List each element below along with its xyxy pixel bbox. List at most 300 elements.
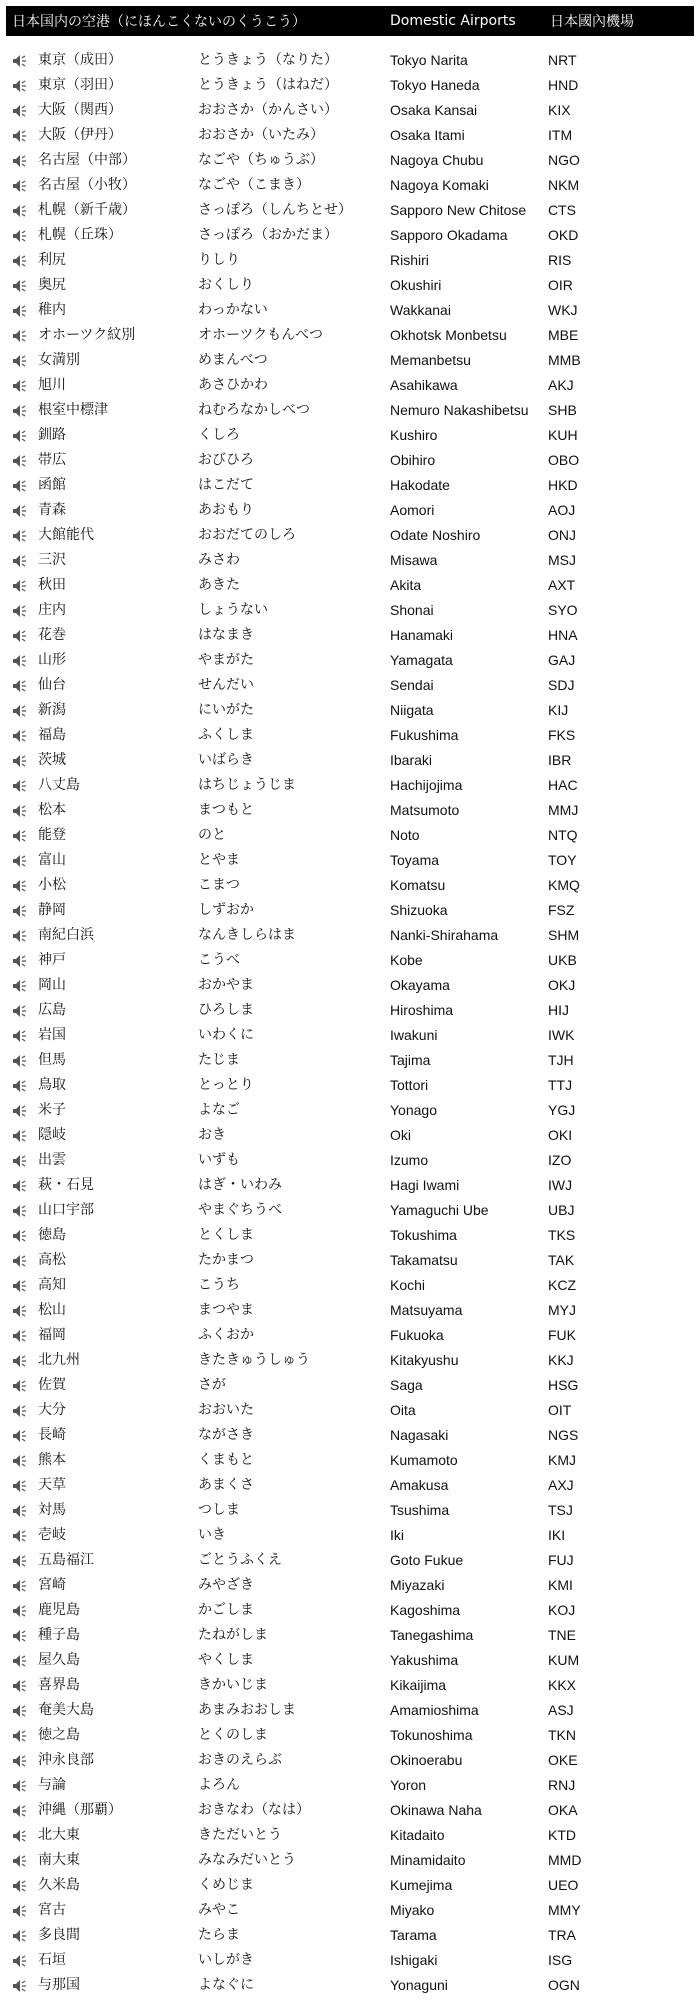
airport-kana: くまもと — [198, 1452, 254, 1468]
speaker-icon[interactable] — [12, 223, 32, 248]
speaker-icon[interactable] — [12, 173, 32, 198]
airport-code: TKS — [548, 1227, 576, 1243]
table-row — [0, 1948, 700, 1973]
airport-code: HKD — [548, 477, 578, 493]
airport-english: Ishigaki — [390, 1952, 438, 1968]
speaker-icon[interactable] — [12, 1323, 32, 1348]
table-row — [0, 1423, 700, 1448]
speaker-icon[interactable] — [12, 1298, 32, 1323]
airport-code: FUJ — [548, 1552, 574, 1568]
speaker-icon[interactable] — [12, 1648, 32, 1673]
table-row — [0, 98, 700, 123]
airport-kana: あおもり — [198, 502, 254, 518]
airport-english: Minamidaito — [390, 1852, 466, 1868]
airport-kana: なごや（ちゅうぶ） — [198, 152, 324, 168]
airport-english: Noto — [390, 827, 420, 843]
airport-kana: たねがしま — [198, 1627, 268, 1643]
speaker-icon[interactable] — [12, 1723, 32, 1748]
speaker-icon[interactable] — [12, 1898, 32, 1923]
airport-kanji: 種子島 — [38, 1627, 80, 1643]
speaker-icon[interactable] — [12, 1923, 32, 1948]
table-row — [0, 1623, 700, 1648]
speaker-icon[interactable] — [12, 573, 32, 598]
speaker-icon[interactable] — [12, 1373, 32, 1398]
airport-english: Matsuyama — [390, 1302, 463, 1318]
table-row — [0, 1773, 700, 1798]
airport-english: Sapporo Okadama — [390, 227, 508, 243]
airport-english: Osaka Kansai — [390, 102, 478, 118]
airport-code: ITM — [548, 127, 573, 143]
airport-english: Toyama — [390, 852, 440, 868]
table-row — [0, 1573, 700, 1598]
table-row — [0, 1448, 700, 1473]
airport-code: KUM — [548, 1652, 580, 1668]
airport-code: KMQ — [548, 877, 580, 893]
airport-code: TSJ — [548, 1502, 573, 1518]
airport-kana: たかまつ — [198, 1252, 254, 1268]
airport-kana: おくしり — [198, 277, 254, 293]
airport-kanji: 根室中標津 — [38, 402, 108, 418]
speaker-icon[interactable] — [12, 598, 32, 623]
airport-kana: にいがた — [198, 702, 254, 718]
airport-kanji: 天草 — [38, 1477, 66, 1493]
airport-kana: ながさき — [198, 1427, 254, 1443]
speaker-icon[interactable] — [12, 498, 32, 523]
airport-code: IWJ — [548, 1177, 573, 1193]
airport-english: Ibaraki — [390, 752, 433, 768]
airport-kanji: 奄美大島 — [38, 1702, 94, 1718]
speaker-icon[interactable] — [12, 1973, 32, 1998]
speaker-icon[interactable] — [12, 123, 32, 148]
airport-kanji: 広島 — [38, 1002, 66, 1018]
airport-english: Niigata — [390, 702, 434, 718]
speaker-icon[interactable] — [12, 1573, 32, 1598]
table-row — [0, 223, 700, 248]
airport-english: Akita — [390, 577, 422, 593]
airport-code: HIJ — [548, 1002, 569, 1018]
speaker-icon[interactable] — [12, 1598, 32, 1623]
table-row — [0, 998, 700, 1023]
airport-kanji: 能登 — [38, 827, 66, 843]
table-row — [0, 398, 700, 423]
table-row — [0, 173, 700, 198]
airport-kanji: 小松 — [38, 877, 66, 893]
airport-kanji: 沖縄（那覇） — [38, 1802, 122, 1818]
speaker-icon[interactable] — [12, 648, 32, 673]
speaker-icon[interactable] — [12, 948, 32, 973]
airport-code: TKN — [548, 1727, 576, 1743]
speaker-icon[interactable] — [12, 1748, 32, 1773]
speaker-icon[interactable] — [12, 1473, 32, 1498]
airport-code: OKJ — [548, 977, 576, 993]
airport-kanji: 帯広 — [38, 452, 66, 468]
speaker-icon[interactable] — [12, 1773, 32, 1798]
airport-kanji: 徳之島 — [38, 1727, 80, 1743]
airport-english: Miyako — [390, 1902, 435, 1918]
speaker-icon[interactable] — [12, 1448, 32, 1473]
airport-code: KCZ — [548, 1277, 576, 1293]
speaker-icon[interactable] — [12, 1048, 32, 1073]
airport-kanji: 女満別 — [38, 352, 80, 368]
speaker-icon[interactable] — [12, 323, 32, 348]
speaker-icon[interactable] — [12, 1273, 32, 1298]
airport-kanji: 静岡 — [38, 902, 66, 918]
airport-kana: くしろ — [198, 427, 240, 443]
speaker-icon[interactable] — [12, 1423, 32, 1448]
airport-code: GAJ — [548, 652, 576, 668]
table-row — [0, 1698, 700, 1723]
airport-english: Hiroshima — [390, 1002, 454, 1018]
airport-kana: くめじま — [198, 1877, 254, 1893]
airport-kana: いしがき — [198, 1952, 254, 1968]
airport-english: Okinoerabu — [390, 1752, 463, 1768]
airport-kanji: 松山 — [38, 1302, 66, 1318]
table-row — [0, 1248, 700, 1273]
airport-kana: やまぐちうべ — [198, 1202, 282, 1218]
speaker-icon[interactable] — [12, 1823, 32, 1848]
airport-kana: よなご — [198, 1102, 240, 1118]
airport-kana: はぎ・いわみ — [198, 1177, 282, 1193]
airport-kana: おき — [198, 1127, 226, 1143]
speaker-icon[interactable] — [12, 1098, 32, 1123]
speaker-icon[interactable] — [12, 73, 32, 98]
airport-kanji: 茨城 — [38, 752, 66, 768]
table-row — [0, 823, 700, 848]
table-row — [0, 1198, 700, 1223]
airport-code: MSJ — [548, 552, 576, 568]
airport-english: Okushiri — [390, 277, 442, 293]
airport-kana: とっとり — [198, 1077, 254, 1093]
airport-kana: いばらき — [198, 752, 254, 768]
airport-kanji: 南大東 — [38, 1852, 80, 1868]
airport-english: Tajima — [390, 1052, 431, 1068]
table-row — [0, 1673, 700, 1698]
speaker-icon[interactable] — [12, 1123, 32, 1148]
airport-english: Fukushima — [390, 727, 459, 743]
airport-english: Aomori — [390, 502, 435, 518]
airport-code: UBJ — [548, 1202, 575, 1218]
speaker-icon[interactable] — [12, 1348, 32, 1373]
airport-code: ONJ — [548, 527, 576, 543]
table-row — [0, 1523, 700, 1548]
airport-code: ISG — [548, 1952, 573, 1968]
airport-code: IZO — [548, 1152, 572, 1168]
airport-kanji: 東京（成田） — [38, 52, 122, 68]
airport-kanji: 奥尻 — [38, 277, 66, 293]
table-row — [0, 1723, 700, 1748]
airport-english: Kobe — [390, 952, 423, 968]
speaker-icon[interactable] — [12, 1698, 32, 1723]
airport-kana: とくしま — [198, 1227, 254, 1243]
table-row — [0, 1798, 700, 1823]
table-header — [6, 6, 694, 36]
airport-english: Okinawa Naha — [390, 1802, 482, 1818]
airport-kanji: 大分 — [38, 1402, 66, 1418]
airport-code: MMD — [548, 1852, 582, 1868]
speaker-icon[interactable] — [12, 198, 32, 223]
airport-code: OBO — [548, 452, 580, 468]
airport-code: KIX — [548, 102, 571, 118]
airport-english: Kagoshima — [390, 1602, 461, 1618]
airport-kana: ふくしま — [198, 727, 254, 743]
speaker-icon[interactable] — [12, 723, 32, 748]
speaker-icon[interactable] — [12, 1673, 32, 1698]
airport-code: OKI — [548, 1127, 573, 1143]
airport-kanji: 喜界島 — [38, 1677, 80, 1693]
airport-kanji: 福島 — [38, 727, 66, 743]
table-row — [0, 773, 700, 798]
speaker-icon[interactable] — [12, 1398, 32, 1423]
speaker-icon[interactable] — [12, 673, 32, 698]
airport-english: Nagasaki — [390, 1427, 449, 1443]
airport-kanji: 北九州 — [38, 1352, 80, 1368]
table-row — [0, 1748, 700, 1773]
airport-code: SYO — [548, 602, 578, 618]
airport-kanji: 仙台 — [38, 677, 66, 693]
table-row — [0, 1048, 700, 1073]
airport-code: TOY — [548, 852, 577, 868]
table-row — [0, 523, 700, 548]
airport-kanji: 高松 — [38, 1252, 66, 1268]
speaker-icon[interactable] — [12, 348, 32, 373]
airport-code: YGJ — [548, 1102, 576, 1118]
airport-english: Wakkanai — [390, 302, 451, 318]
airport-english: Obihiro — [390, 452, 436, 468]
speaker-icon[interactable] — [12, 48, 32, 73]
speaker-icon[interactable] — [12, 998, 32, 1023]
airport-kana: なんきしらはま — [198, 927, 296, 943]
airport-english: Rishiri — [390, 252, 429, 268]
airport-code: RIS — [548, 252, 572, 268]
airport-code: RNJ — [548, 1777, 576, 1793]
table-row — [0, 1373, 700, 1398]
airport-kana: オホーツクもんべつ — [198, 327, 324, 343]
airport-kanji: 札幌（新千歳） — [38, 202, 136, 218]
airport-code: SHB — [548, 402, 577, 418]
airport-english: Sapporo New Chitose — [390, 202, 527, 218]
airport-english: Komatsu — [390, 877, 446, 893]
speaker-icon[interactable] — [12, 1798, 32, 1823]
airport-english: Osaka Itami — [390, 127, 465, 143]
speaker-icon[interactable] — [12, 98, 32, 123]
speaker-icon[interactable] — [12, 1848, 32, 1873]
speaker-icon[interactable] — [12, 773, 32, 798]
airport-kana: おきのえらぶ — [198, 1752, 282, 1768]
table-row — [0, 248, 700, 273]
airport-code: IKI — [548, 1527, 566, 1543]
airport-code: MMY — [548, 1902, 581, 1918]
airport-english: Tokyo Narita — [390, 52, 468, 68]
airport-kanji: 鹿児島 — [38, 1602, 80, 1618]
airport-kanji: 松本 — [38, 802, 66, 818]
airport-code: NTQ — [548, 827, 578, 843]
speaker-icon[interactable] — [12, 373, 32, 398]
table-row — [0, 448, 700, 473]
speaker-icon[interactable] — [12, 148, 32, 173]
speaker-icon[interactable] — [12, 748, 32, 773]
speaker-icon[interactable] — [12, 1248, 32, 1273]
airport-kana: よろん — [198, 1777, 240, 1793]
airport-code: MBE — [548, 327, 579, 343]
airport-kanji: 稚内 — [38, 302, 66, 318]
airport-code: SDJ — [548, 677, 575, 693]
airport-kanji: 三沢 — [38, 552, 66, 568]
airport-table — [0, 48, 700, 1998]
speaker-icon[interactable] — [12, 423, 32, 448]
airport-kana: せんだい — [198, 677, 254, 693]
airport-kana: のと — [198, 827, 226, 843]
airport-english: Yakushima — [390, 1652, 459, 1668]
speaker-icon[interactable] — [12, 248, 32, 273]
speaker-icon[interactable] — [12, 273, 32, 298]
speaker-icon[interactable] — [12, 798, 32, 823]
table-row — [0, 423, 700, 448]
airport-english: Tsushima — [390, 1502, 450, 1518]
airport-kana: こうべ — [198, 952, 240, 968]
speaker-icon[interactable] — [12, 448, 32, 473]
airport-kanji: 青森 — [38, 502, 66, 518]
table-row — [0, 1648, 700, 1673]
airport-kana: ひろしま — [198, 1002, 254, 1018]
airport-english: Fukuoka — [390, 1327, 444, 1343]
airport-kanji: 宮崎 — [38, 1577, 66, 1593]
speaker-icon[interactable] — [12, 973, 32, 998]
airport-code: MYJ — [548, 1302, 576, 1318]
speaker-icon[interactable] — [12, 1623, 32, 1648]
speaker-icon[interactable] — [12, 698, 32, 723]
airport-kana: ごとうふくえ — [198, 1552, 282, 1568]
airport-kana: ねむろなかしべつ — [198, 402, 310, 418]
speaker-icon[interactable] — [12, 1198, 32, 1223]
airport-kanji: 与那国 — [38, 1977, 80, 1993]
airport-kana: はちじょうじま — [198, 777, 296, 793]
table-row — [0, 923, 700, 948]
table-row — [0, 198, 700, 223]
airport-code: TJH — [548, 1052, 574, 1068]
airport-english: Tanegashima — [390, 1627, 474, 1643]
speaker-icon[interactable] — [12, 548, 32, 573]
airport-code: OKA — [548, 1802, 578, 1818]
airport-kana: きかいじま — [198, 1677, 268, 1693]
airport-kanji: 八丈島 — [38, 777, 80, 793]
airport-kanji: 岩国 — [38, 1027, 66, 1043]
airport-kana: おおさか（いたみ） — [198, 127, 324, 143]
table-row — [0, 1498, 700, 1523]
airport-kana: しずおか — [198, 902, 254, 918]
airport-english: Oki — [390, 1127, 411, 1143]
airport-english: Tokushima — [390, 1227, 457, 1243]
speaker-icon[interactable] — [12, 523, 32, 548]
speaker-icon[interactable] — [12, 1073, 32, 1098]
airport-kana: みやこ — [198, 1902, 240, 1918]
airport-kanji: 富山 — [38, 852, 66, 868]
table-row — [0, 948, 700, 973]
airport-code: OIR — [548, 277, 573, 293]
speaker-icon[interactable] — [12, 898, 32, 923]
airport-code: NGS — [548, 1427, 579, 1443]
airport-code: FKS — [548, 727, 576, 743]
airport-kana: みやざき — [198, 1577, 254, 1593]
airport-kanji: 熊本 — [38, 1452, 66, 1468]
speaker-icon[interactable] — [12, 623, 32, 648]
airport-code: CTS — [548, 202, 576, 218]
airport-code: KMJ — [548, 1452, 576, 1468]
airport-code: HAC — [548, 777, 578, 793]
speaker-icon[interactable] — [12, 1173, 32, 1198]
airport-kanji: 長崎 — [38, 1427, 66, 1443]
speaker-icon[interactable] — [12, 873, 32, 898]
speaker-icon[interactable] — [12, 1148, 32, 1173]
speaker-icon[interactable] — [12, 298, 32, 323]
airport-code: TTJ — [548, 1077, 573, 1093]
airport-english: Hachijojima — [390, 777, 463, 793]
speaker-icon[interactable] — [12, 1023, 32, 1048]
speaker-icon[interactable] — [12, 823, 32, 848]
airport-kana: はこだて — [198, 477, 254, 493]
airport-code: OGN — [548, 1977, 580, 1993]
table-row — [0, 1348, 700, 1373]
airport-english: Tarama — [390, 1927, 437, 1943]
table-row — [0, 1923, 700, 1948]
airport-english: Oita — [390, 1402, 416, 1418]
airport-kana: つしま — [198, 1502, 240, 1518]
speaker-icon[interactable] — [12, 1498, 32, 1523]
airport-kana: おおだてのしろ — [198, 527, 296, 543]
table-row — [0, 1298, 700, 1323]
airport-kanji: オホーツク紋別 — [38, 327, 136, 343]
speaker-icon[interactable] — [12, 1223, 32, 1248]
table-row — [0, 1148, 700, 1173]
airport-kanji: 出雲 — [38, 1152, 66, 1168]
airport-english: Amamioshima — [390, 1702, 479, 1718]
airport-code: OIT — [548, 1402, 572, 1418]
airport-code: MMJ — [548, 802, 579, 818]
table-row — [0, 973, 700, 998]
airport-english: Saga — [390, 1377, 423, 1393]
airport-kana: きたきゅうしゅう — [198, 1352, 310, 1368]
airport-english: Matsumoto — [390, 802, 460, 818]
speaker-icon[interactable] — [12, 398, 32, 423]
header-code: 日本國內機場 — [550, 14, 634, 30]
airport-english: Kikaijima — [390, 1677, 447, 1693]
table-row — [0, 323, 700, 348]
airport-kanji: 徳島 — [38, 1227, 66, 1243]
header-english: Domestic Airports — [390, 13, 516, 29]
speaker-icon[interactable] — [12, 473, 32, 498]
table-row — [0, 473, 700, 498]
airport-kana: こうち — [198, 1277, 240, 1293]
table-row — [0, 623, 700, 648]
speaker-icon[interactable] — [12, 1548, 32, 1573]
airport-english: Tokunoshima — [390, 1727, 473, 1743]
airport-code: WKJ — [548, 302, 578, 318]
airport-english: Tottori — [390, 1077, 429, 1093]
airport-code: TAK — [548, 1252, 575, 1268]
airport-kanji: 旭川 — [38, 377, 66, 393]
speaker-icon[interactable] — [12, 1523, 32, 1548]
airport-kanji: 屋久島 — [38, 1652, 80, 1668]
airport-kana: あさひかわ — [198, 377, 268, 393]
table-row — [0, 1848, 700, 1873]
airport-kanji: 高知 — [38, 1277, 66, 1293]
speaker-icon[interactable] — [12, 848, 32, 873]
airport-kanji: 与論 — [38, 1777, 66, 1793]
speaker-icon[interactable] — [12, 1873, 32, 1898]
speaker-icon[interactable] — [12, 923, 32, 948]
speaker-icon[interactable] — [12, 1948, 32, 1973]
airport-kana: みなみだいとう — [198, 1852, 296, 1868]
airport-kanji: 花巻 — [38, 627, 66, 643]
